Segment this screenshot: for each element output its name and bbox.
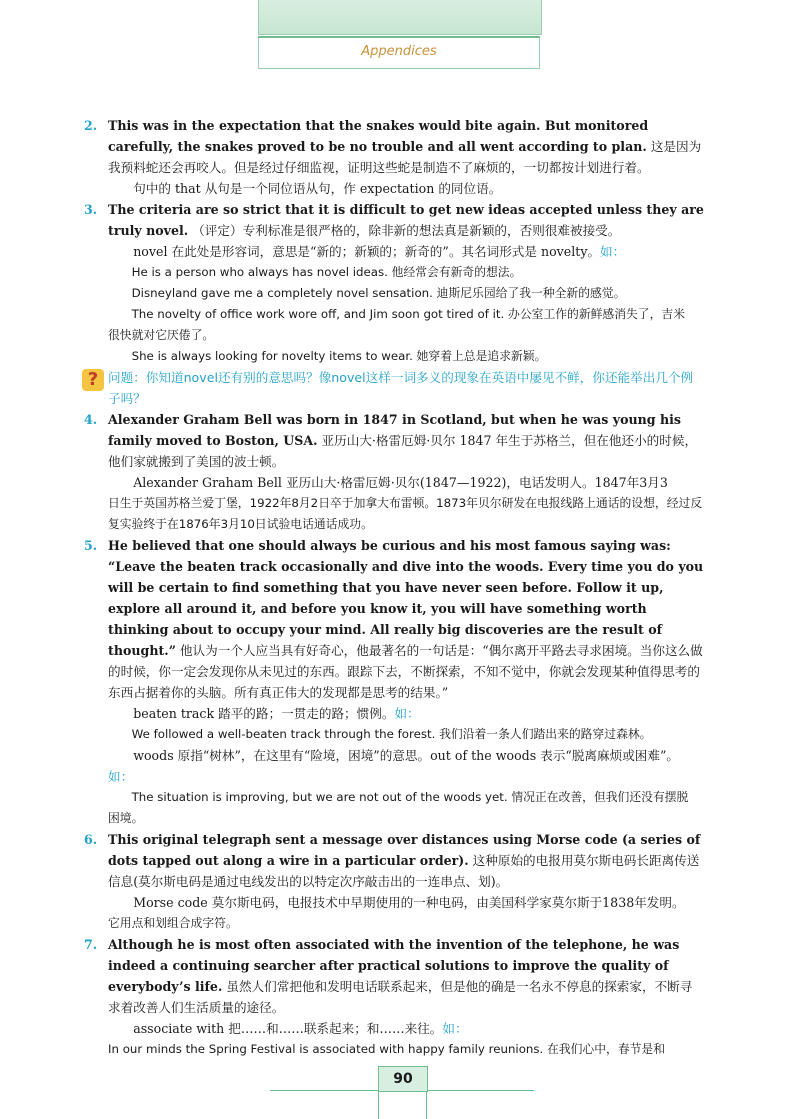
item-note	[84, 703, 704, 724]
item-note: Morse code 莫尔斯电码，电报技术中早期使用的一种电码，由美国科学家莫尔斯于1838年发明。	[133, 895, 685, 910]
example-tag: 如：	[108, 769, 134, 784]
item-note-text: novel 在此处是形容词，意思是“新的；新颖的；新奇的”。其名词形式是 novelty。	[133, 244, 601, 259]
note-item-3	[84, 199, 704, 241]
item-sentence: Alexander Graham Bell was born in 1847 in Scotland, but when he was young his family moved to Boston, USA.	[108, 412, 682, 448]
header-divider	[258, 68, 540, 69]
item-note	[84, 241, 704, 262]
item-note-cont: 它用点和划组合成字符。	[108, 916, 238, 930]
question-text: 问题：你知道novel还有别的意思吗？像novel这样一词多义的现象在英语中屡见不鲜，你还能举出几个例子吗？	[108, 370, 694, 406]
item-note: Alexander Graham Bell 亚历山大·格雷厄姆·贝尔(1847—1922)，电话发明人。1847年3月3	[133, 475, 668, 490]
footer-stem	[378, 1090, 379, 1119]
header-rule	[258, 36, 540, 38]
item-sentence: He believed that one should always be curious and his most famous saying was: “Leave the beaten track occasionally and dive into the woods. Every time you do you will be certain to find something that you have never seen before. Follow it up, explore all around it, and before you know it, you will have something worth thinking about to occupy your mind. All really big discoveries are the result of thought.”	[108, 538, 704, 658]
item-note-cont: 日生于英国苏格兰爱丁堡，1922年8月2日卒于加拿大布雷顿。1873年贝尔研发在电报线路上通话的设想，经过反复实验终于在1876年3月10日试验电话通话成功。	[108, 496, 703, 531]
item-number: 3.	[84, 202, 98, 217]
item-number: 4.	[84, 412, 98, 427]
item-translation: 虽然人们常把他和发明电话联系起来，但是他的确是一名永不停息的探索家，不断寻求着改善人们生活质量的途径。	[108, 979, 693, 1015]
item-note	[84, 1018, 704, 1039]
footer-stem	[426, 1090, 427, 1119]
example-tag: 如：	[442, 1021, 468, 1036]
example-tag: 如：	[394, 706, 420, 721]
item-sentence: This was in the expectation that the snakes would bite again. But monitored carefully, the snakes proved to be no trouble and all went according to plan.	[108, 118, 649, 154]
example-sentence: 困境。	[108, 811, 144, 825]
question-icon: ?	[82, 369, 104, 391]
item-sentence: Although he is most often associated with the invention of the telephone, he was indeed a continuing searcher after practical solutions to improve the quality of everybody’s life.	[108, 937, 680, 994]
example-sentence: She is always looking for novelty items to wear. 她穿着上总是追求新颖。	[131, 349, 547, 363]
running-header-title: Appendices	[361, 44, 437, 59]
example-sentence: In our minds the Spring Festival is associated with happy family reunions. 在我们心中，春节是和	[108, 1042, 666, 1056]
item-number: 7.	[84, 937, 98, 952]
example-sentence: The novelty of office work wore off, and Jim soon got tired of it. 办公室工作的新鲜感消失了，吉米	[131, 307, 685, 321]
item-number: 2.	[84, 118, 98, 133]
note-item-4	[84, 409, 704, 472]
item-note	[84, 745, 704, 787]
item-note-text: beaten track 踏平的路；一贯走的路；惯例。	[133, 706, 395, 721]
item-translation: 他认为一个人应当具有好奇心，他最著名的一句话是：“偶尔离开平路去寻求困境。当你这么做的时候，你一定会发现你从未见过的东西。跟踪下去，不断探索，不知不觉中，你就会发现某种值得思考的东西占据着你的头脑。所有真正伟大的发现都是思考的结果。”	[108, 643, 703, 700]
example-sentence: 很快就对它厌倦了。	[108, 328, 215, 342]
item-number: 5.	[84, 538, 98, 553]
item-translation: 这是因为我预料蛇还会再咬人。但是经过仔细监视，证明这些蛇是制造不了麻烦的，一切都按计划进行着。	[108, 139, 702, 175]
item-number: 6.	[84, 832, 98, 847]
item-note-text: associate with 把……和……联系起来；和……来往。	[133, 1021, 443, 1036]
note-item-6	[84, 829, 704, 892]
header-band	[258, 0, 542, 35]
item-translation: 这种原始的电报用莫尔斯电码长距离传送信息(莫尔斯电码是通过电线发出的以特定次序敲击出的一连串点、划)。	[108, 853, 700, 889]
example-sentence: We followed a well-beaten track through the forest. 我们沿着一条人们踏出来的路穿过森林。	[131, 727, 652, 741]
item-translation: （评定）专利标准是很严格的，除非新的想法真是新颖的，否则很难被接受。	[192, 223, 621, 238]
example-tag: 如：	[600, 244, 626, 259]
example-sentence: The situation is improving, but we are not out of the woods yet. 情况正在改善，但我们还没有摆脱	[131, 790, 689, 804]
example-sentence: He is a person who always has novel ideas. 他经常会有新奇的想法。	[131, 265, 522, 279]
item-note-text: woods 原指“树林”，在这里有“险境，困境”的意思。out of the woods 表示“脱离麻烦或困难”。	[133, 748, 680, 763]
note-item-5	[84, 535, 704, 703]
note-item-7	[84, 934, 704, 1018]
example-sentence: Disneyland gave me a completely novel sensation. 迪斯尼乐园给了我一种全新的感觉。	[131, 286, 626, 300]
question-callout	[84, 367, 704, 409]
item-sentence: This original telegraph sent a message over distances using Morse code (a series of dots tapped out along a wire in a particular order).	[108, 832, 701, 868]
note-item-2	[84, 115, 704, 178]
item-sentence: The criteria are so strict that it is difficult to get new ideas accepted unless they are truly novel.	[108, 202, 704, 238]
page-content	[84, 115, 704, 1060]
item-note: 句中的 that 从句是一个同位语从句，作 expectation 的同位语。	[133, 181, 502, 196]
page-number: 90	[378, 1066, 428, 1092]
item-translation: 亚历山大·格雷厄姆·贝尔 1847 年生于苏格兰，但在他还小的时候，他们家就搬到了美国的波士顿。	[108, 433, 698, 469]
